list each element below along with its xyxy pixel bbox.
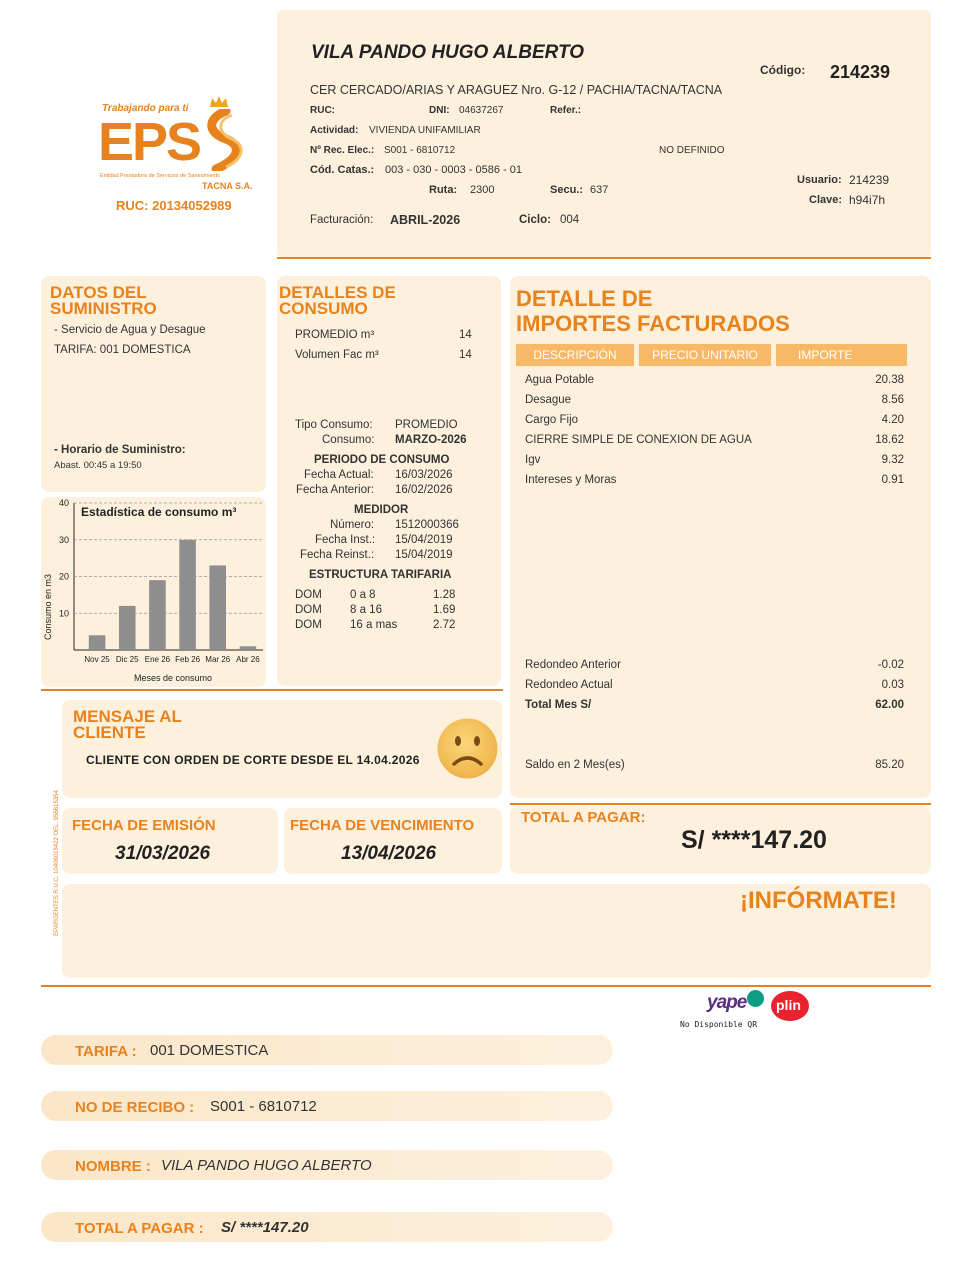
refer-label: Refer.: <box>550 105 582 116</box>
estructura-title: ESTRUCTURA TARIFARIA <box>309 569 452 581</box>
consumo-label: Consumo: <box>322 434 375 446</box>
usuario-value: 214239 <box>849 173 890 187</box>
chart-ytick-label: 10 <box>58 608 69 619</box>
chart-ylabel: Consumo en m3 <box>43 573 53 641</box>
importe-value: 20.38 <box>875 374 904 386</box>
chart-bar <box>209 565 226 650</box>
importe-value: 0.91 <box>881 474 904 486</box>
stub-total <box>41 1212 613 1242</box>
plin-logo <box>771 991 809 1021</box>
customer-name: VILA PANDO HUGO ALBERTO <box>311 42 585 63</box>
importe-desc: Agua Potable <box>525 374 595 386</box>
suministro-title-2: SUMINISTRO <box>50 299 157 318</box>
estructura-rango: 0 a 8 <box>350 589 376 601</box>
informate-title: ¡INFÓRMATE! <box>740 887 897 914</box>
facturacion-label: Facturación: <box>310 214 374 226</box>
suministro-servicio: - Servicio de Agua y Desague <box>54 324 206 336</box>
importe-desc: Igv <box>525 454 541 466</box>
horario-value: Abast. 00:45 a 19:50 <box>54 460 142 471</box>
emision-label: FECHA DE EMISIÓN <box>72 817 216 834</box>
fecha-actual-label: Fecha Actual: <box>304 469 374 481</box>
estructura-rango: 16 a mas <box>350 619 398 631</box>
dni-value: 04637267 <box>459 105 504 116</box>
saldo-label: Saldo en 2 Mes(es) <box>525 759 625 771</box>
fecha-inst-value: 15/04/2019 <box>395 534 453 546</box>
importe-value: 9.32 <box>881 454 904 466</box>
importe-value: 18.62 <box>875 434 904 446</box>
estructura-tipo: DOM <box>295 619 322 631</box>
chart-xlabel: Meses de consumo <box>133 673 213 683</box>
col-header-importe: IMPORTE <box>776 344 907 366</box>
total-top-line <box>510 803 931 805</box>
dni-label: DNI: <box>429 105 450 116</box>
col-header-descripcion: DESCRIPCIÓN <box>516 344 634 366</box>
bottom-line <box>41 985 931 987</box>
volumen-value: 14 <box>459 349 472 361</box>
secu-value: 637 <box>590 184 609 196</box>
chart-xtick-label: Nov 25 <box>84 655 110 664</box>
stub-tarifa <box>41 1035 613 1065</box>
redondeo-anterior-value: -0.02 <box>877 659 904 671</box>
fecha-inst-label: Fecha Inst.: <box>315 534 376 546</box>
yape-badge-icon <box>747 990 764 1007</box>
mensaje-title-2: CLIENTE <box>73 723 146 742</box>
importe-desc: CIERRE SIMPLE DE CONEXION DE AGUA <box>525 434 752 446</box>
chart-ytick-label: 30 <box>58 534 69 545</box>
chart-bar <box>149 580 166 650</box>
importes-title-2: IMPORTES FACTURADOS <box>516 311 790 336</box>
stub-total-value: S/ ****147.20 <box>221 1219 309 1236</box>
usuario-label: Usuario: <box>797 174 842 186</box>
periodo-title: PERIODO DE CONSUMO <box>314 454 450 466</box>
medidor-title: MEDIDOR <box>354 504 409 516</box>
catas-label: Cód. Catas.: <box>310 164 375 176</box>
chart-title: Estadística de consumo m³ <box>81 505 237 519</box>
redondeo-actual-value: 0.03 <box>881 679 904 691</box>
catas-value: 003 - 030 - 0003 - 0586 - 01 <box>385 164 522 176</box>
fecha-reinst-value: 15/04/2019 <box>395 549 453 561</box>
estructura-precio: 1.69 <box>433 604 456 616</box>
no-definido: NO DEFINIDO <box>659 145 725 156</box>
stub-recibo-label: NO DE RECIBO : <box>75 1099 195 1116</box>
chart-xtick-label: Dic 25 <box>115 655 139 664</box>
ruta-label: Ruta: <box>429 184 458 196</box>
logo-subtitle: Entidad Prestadora de Servicios de Saneamiento <box>100 173 221 179</box>
chart-bar <box>179 540 196 650</box>
estructura-tipo: DOM <box>295 589 322 601</box>
importe-desc: Intereses y Moras <box>525 474 617 486</box>
suministro-title-1: DATOS DEL <box>50 283 147 302</box>
fecha-anterior-value: 16/02/2026 <box>395 484 453 496</box>
stub-nombre <box>41 1150 613 1180</box>
address: CER CERCADO/ARIAS Y ARAGUEZ Nro. G-12 / PACHIA/TACNA/TACNA <box>310 83 723 97</box>
redondeo-anterior-label: Redondeo Anterior <box>525 659 621 671</box>
ruta-value: 2300 <box>470 184 495 196</box>
numero-value: 1512000366 <box>395 519 459 531</box>
logo-crown-icon <box>208 95 230 109</box>
mensaje-title-1: MENSAJE AL <box>73 707 182 726</box>
chart-ytick-label: 40 <box>58 498 69 508</box>
ruc-label: RUC: <box>310 105 335 116</box>
tipo-consumo-value: PROMEDIO <box>395 419 458 431</box>
consumo-title-2: CONSUMO <box>279 299 368 318</box>
fecha-reinst-label: Fecha Reinst.: <box>300 549 375 561</box>
chart-bar <box>240 646 257 650</box>
logo-name: EPS <box>98 112 201 172</box>
consumption-chart <box>41 497 266 687</box>
actividad-value: VIVIENDA UNIFAMILIAR <box>369 125 481 136</box>
nrec-label: Nº Rec. Elec.: <box>310 145 375 156</box>
header-bottom-line <box>277 257 931 259</box>
vencimiento-label: FECHA DE VENCIMIENTO <box>290 817 475 834</box>
chart-xtick-label: Feb 26 <box>175 655 201 664</box>
chart-xtick-label: Mar 26 <box>205 655 231 664</box>
chart-ytick-label: 20 <box>58 571 69 582</box>
codigo-label: Código: <box>760 63 806 77</box>
clave-label: Clave: <box>809 194 843 206</box>
clave-value: h94i7h <box>849 193 886 207</box>
logo-ruc: RUC: 20134052989 <box>116 198 232 213</box>
chart-xtick-label: Abr 26 <box>236 655 260 664</box>
col-header-precio: PRECIO UNITARIO <box>639 344 771 366</box>
fecha-anterior-label: Fecha Anterior: <box>296 484 374 496</box>
stub-nombre-value: VILA PANDO HUGO ALBERTO <box>161 1157 372 1174</box>
importe-value: 8.56 <box>881 394 904 406</box>
promedio-label: PROMEDIO m³ <box>295 329 375 341</box>
estructura-precio: 1.28 <box>433 589 456 601</box>
logo-city: TACNA S.A. <box>202 181 253 191</box>
total-mes-value: 62.00 <box>875 699 904 711</box>
yape-text: yape <box>707 992 747 1013</box>
estructura-precio: 2.72 <box>433 619 456 631</box>
vencimiento-value: 13/04/2026 <box>341 843 437 864</box>
chart-bar <box>89 635 106 650</box>
eps-logo <box>96 95 256 215</box>
stub-nombre-label: NOMBRE : <box>75 1158 151 1175</box>
estructura-tipo: DOM <box>295 604 322 616</box>
stub-recibo-value: S001 - 6810712 <box>210 1098 317 1115</box>
importe-value: 4.20 <box>881 414 904 426</box>
importes-title-1: DETALLE DE <box>516 286 653 311</box>
importe-desc: Desague <box>525 394 572 406</box>
qr-note: No Disponible QR <box>680 1020 758 1029</box>
horario-label: - Horario de Suministro: <box>54 444 186 456</box>
logo-tagline: Trabajando para ti <box>102 103 189 114</box>
ciclo-label: Ciclo: <box>519 214 551 226</box>
importe-desc: Cargo Fijo <box>525 414 579 426</box>
secu-label: Secu.: <box>550 184 584 196</box>
codigo-value: 214239 <box>830 62 891 82</box>
plin-text: plin <box>776 997 801 1013</box>
actividad-label: Actividad: <box>310 125 359 136</box>
stub-recibo <box>41 1091 613 1121</box>
mensaje-text: CLIENTE CON ORDEN DE CORTE DESDE EL 14.04.2026 <box>86 753 420 767</box>
chart-xtick-label: Ene 26 <box>144 655 171 664</box>
stub-tarifa-value: 001 DOMESTICA <box>150 1042 269 1059</box>
nrec-value: S001 - 6810712 <box>384 145 456 156</box>
stub-total-label: TOTAL A PAGAR : <box>75 1220 204 1237</box>
total-mes-label: Total Mes S/ <box>525 699 592 711</box>
redondeo-actual-label: Redondeo Actual <box>525 679 613 691</box>
total-value: S/ ****147.20 <box>681 826 827 854</box>
saldo-value: 85.20 <box>875 759 904 771</box>
fecha-actual-value: 16/03/2026 <box>395 469 453 481</box>
emision-value: 31/03/2026 <box>115 843 211 864</box>
promedio-value: 14 <box>459 329 472 341</box>
volumen-label: Volumen Fac m³ <box>295 349 379 361</box>
suministro-tarifa: TARIFA: 001 DOMESTICA <box>54 344 191 356</box>
facturacion-value: ABRIL-2026 <box>390 213 461 227</box>
sad-face-icon <box>437 718 498 779</box>
side-vertical-text: EPARGENTES R.U.C. 10406013422 OEL. 956615354 <box>54 790 60 936</box>
stub-tarifa-label: TARIFA : <box>75 1043 137 1060</box>
chart-bar <box>119 606 136 650</box>
logo-river-icon <box>196 109 252 171</box>
consumo-value: MARZO-2026 <box>395 434 467 446</box>
middle-line <box>41 689 503 691</box>
ciclo-value: 004 <box>560 214 580 226</box>
estructura-rango: 8 a 16 <box>350 604 382 616</box>
numero-label: Número: <box>330 519 375 531</box>
consumo-title-1: DETALLES DE <box>279 283 396 302</box>
total-label: TOTAL A PAGAR: <box>521 809 646 826</box>
yape-logo <box>705 990 765 1020</box>
tipo-consumo-label: Tipo Consumo: <box>295 419 373 431</box>
